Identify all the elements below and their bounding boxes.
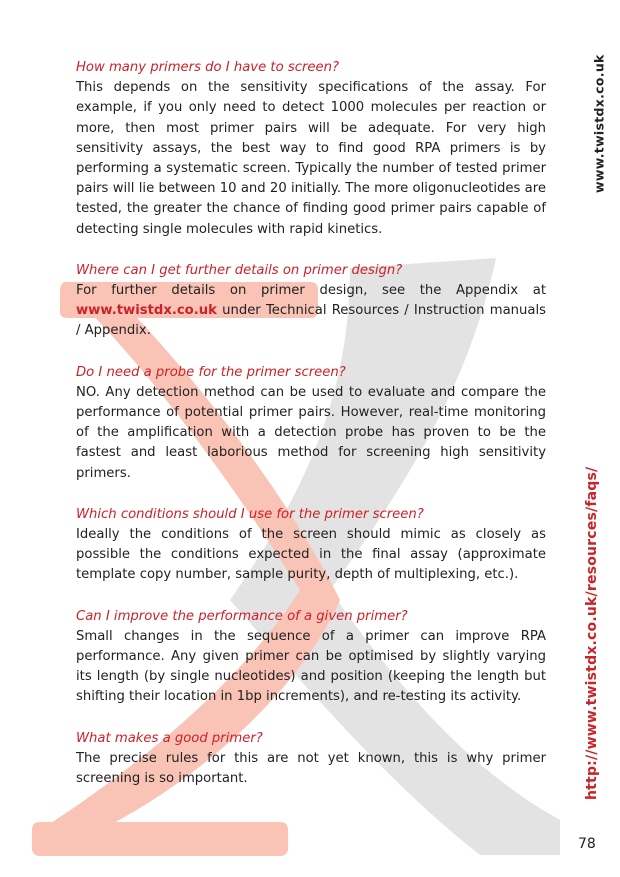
page-number: 78 — [578, 836, 596, 852]
faq-question: Can I improve the performance of a given primer? — [76, 608, 408, 624]
faq-answer — [76, 281, 546, 342]
sidebar-faq-url[interactable]: http://www.twistdx.co.uk/resources/faqs/ — [584, 466, 600, 800]
x-logo-salmon-bottom-bar — [32, 822, 288, 856]
faq-answer: NO. Any detection method can be used to evaluate and compare the performance of potential primer pairs. However, real-time monitoring of the amplification with a detection probe has proven to be the fastest and least laborious method for screening high sensitivity primers. — [76, 384, 546, 481]
faq-answer-text: For further details on primer design, see the Appendix at — [76, 283, 546, 299]
faq-content — [76, 58, 546, 810]
faq-item — [76, 261, 546, 342]
faq-item — [76, 729, 546, 790]
faq-item — [76, 607, 546, 708]
faq-answer: Small changes in the sequence of a primer can improve RPA performance. Any given primer can be optimised by slightly varying its length (by single nucleotides) and position (keeping the length but shifting their location in 1bp increments), and re-testing its activity. — [76, 628, 546, 705]
faq-answer: This depends on the sensitivity specifications of the assay. For example, if you only need to detect 1000 molecules per reaction or more, then most primer pairs will be adequate. For very high sensitivity assays, the best way to find good RPA primers is by performing a systematic screen. Typically the number of tested primer pairs will lie between 10 and 20 initially. The more oligonucleotides are tested, the greater the chance of finding good primer pairs capable of detecting single molecules with rapid kinetics. — [76, 80, 546, 237]
faq-answer: Ideally the conditions of the screen should mimic as closely as possible the conditions expected in the final assay (approximate template copy number, sample purity, depth of multiplexing, etc.). — [76, 527, 546, 583]
faq-question: Which conditions should I use for the primer screen? — [76, 506, 424, 522]
sidebar-website: www.twistdx.co.uk — [591, 54, 607, 193]
faq-question: Where can I get further details on primer design? — [76, 262, 403, 278]
faq-question: Do I need a probe for the primer screen? — [76, 364, 346, 380]
faq-item — [76, 363, 546, 484]
faq-item — [76, 505, 546, 586]
faq-question: How many primers do I have to screen? — [76, 60, 339, 75]
twistdx-link[interactable]: www.twistdx.co.uk — [76, 303, 217, 319]
faq-answer: The precise rules for this are not yet known, this is why primer screening is so important. — [76, 750, 546, 787]
faq-question: What makes a good primer? — [76, 730, 263, 746]
faq-answer-text: under Technical Resources / Instruction manuals / Appendix. — [76, 303, 546, 339]
faq-item — [76, 58, 546, 240]
